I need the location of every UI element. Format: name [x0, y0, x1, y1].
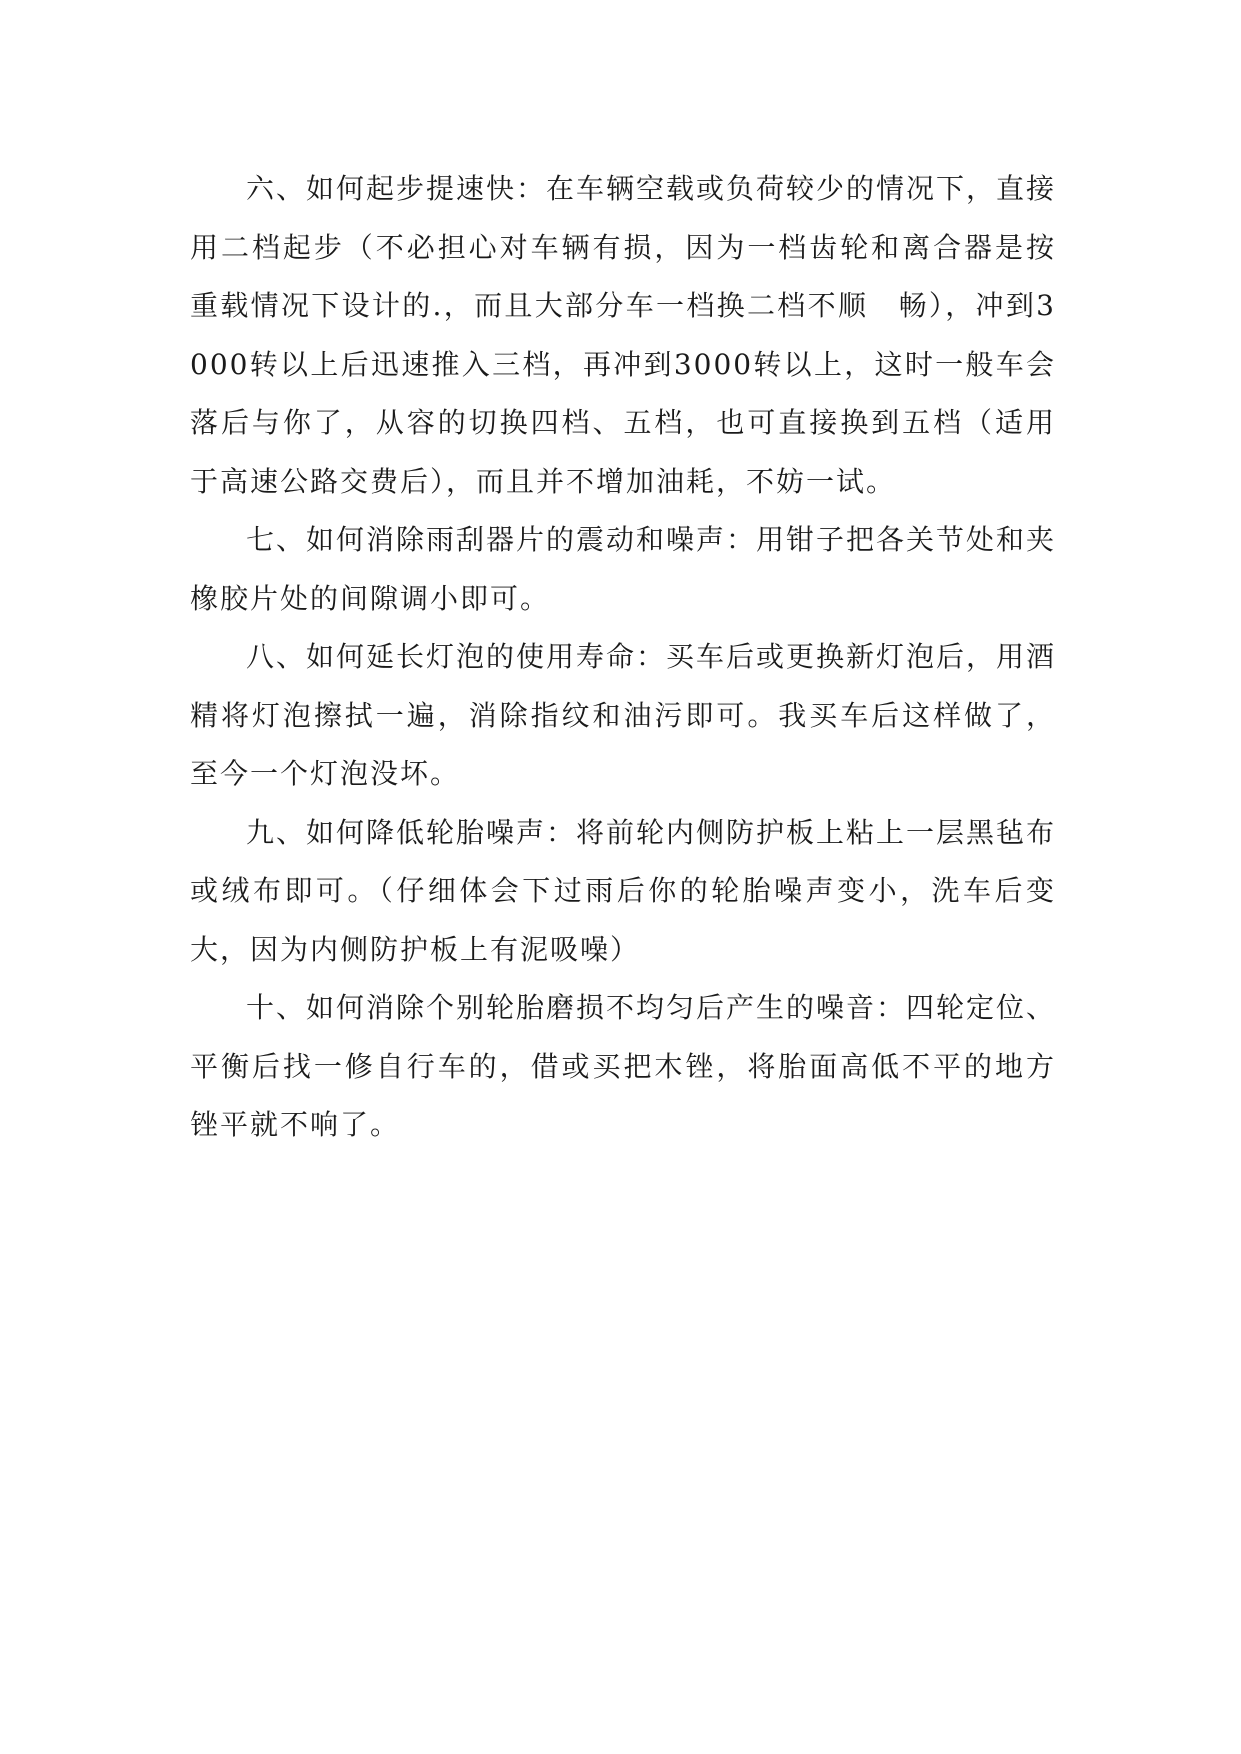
paragraph-start-from-standstill: 六、如何起步提速快：在车辆空载或负荷较少的情况下，直接用二档起步（不必担心对车辆有损，因为一档齿轮和离合器是按重载情况下设计的.，而且大部分车一档换二档不顺 畅），冲到3000转以上后迅速推入三档，再冲到3000转以上，这时一般车会落后与你了，从容的切换四档、五档，也可直接换到五档（适用于高速公路交费后），而且并不增加油耗，不妨一试。 [190, 172, 1057, 498]
paragraph-uneven-tire-wear: 十、如何消除个别轮胎磨损不均匀后产生的噪音：四轮定位、平衡后找一修自行车的，借或买把木锉，将胎面高低不平的地方锉平就不响了。 [190, 991, 1057, 1141]
paragraph-wiper-noise: 七、如何消除雨刮器片的震动和噪声：用钳子把各关节处和夹橡胶片处的间隙调小即可。 [190, 523, 1057, 615]
paragraph-tire-noise: 九、如何降低轮胎噪声：将前轮内侧防护板上粘上一层黑毡布或绒布即可。（仔细体会下过雨后你的轮胎噪声变小，洗车后变大，因为内侧防护板上有泥吸噪） [190, 815, 1057, 966]
document-body [190, 160, 1056, 1155]
paragraph-bulb-lifespan: 八、如何延长灯泡的使用寿命：买车后或更换新灯泡后，用酒精将灯泡擦拭一遍，消除指纹和油污即可。我买车后这样做了，至今一个灯泡没坏。 [190, 640, 1057, 790]
